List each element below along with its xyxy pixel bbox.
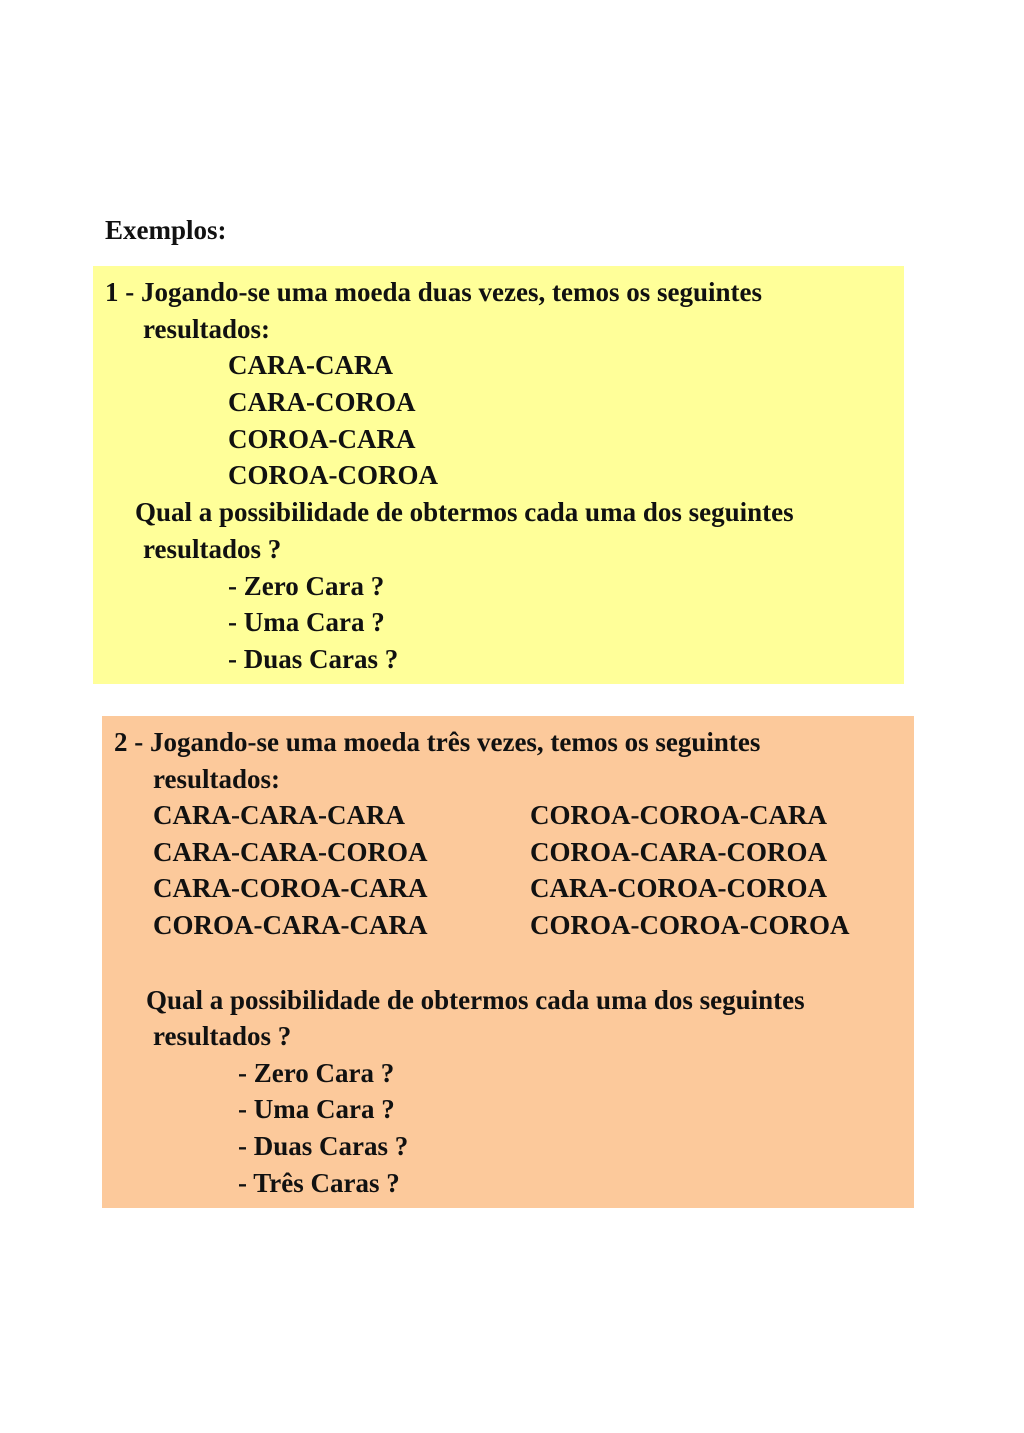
example-2-outcome-left: CARA-CARA-CARA <box>153 800 405 830</box>
example-1-option: - Uma Cara ? <box>228 607 385 637</box>
example-1-outcome: COROA-CARA <box>228 424 416 454</box>
example-2-option: - Três Caras ? <box>238 1168 400 1198</box>
example-1-box <box>93 266 904 684</box>
example-2-option: - Zero Cara ? <box>238 1058 395 1088</box>
example-1-question-line-1: Qual a possibilidade de obtermos cada uma dos seguintes <box>135 497 794 527</box>
example-1-option: - Zero Cara ? <box>228 571 385 601</box>
example-1-outcome: CARA-COROA <box>228 387 416 417</box>
example-2-outcome-right: COROA-COROA-COROA <box>530 910 850 940</box>
example-2-option: - Duas Caras ? <box>238 1131 409 1161</box>
example-2-outcome-right: COROA-COROA-CARA <box>530 800 827 830</box>
example-2-question-line-2: resultados ? <box>153 1021 292 1051</box>
example-2-box <box>102 716 914 1208</box>
example-1-intro-line-2: resultados: <box>143 314 271 344</box>
example-2-outcome-left: CARA-COROA-CARA <box>153 873 428 903</box>
example-1-outcome: COROA-COROA <box>228 460 438 490</box>
example-1-question-line-2: resultados ? <box>143 534 282 564</box>
example-2-question-line-1: Qual a possibilidade de obtermos cada uma dos seguintes <box>146 985 805 1015</box>
example-2-intro-line-1: 2 - Jogando-se uma moeda três vezes, temos os seguintes <box>114 727 761 757</box>
example-1-intro-line-1: 1 - Jogando-se uma moeda duas vezes, temos os seguintes <box>105 277 762 307</box>
example-1-option: - Duas Caras ? <box>228 644 399 674</box>
example-2-outcome-left: CARA-CARA-COROA <box>153 837 428 867</box>
example-2-intro-line-2: resultados: <box>153 764 281 794</box>
example-2-option: - Uma Cara ? <box>238 1094 395 1124</box>
examples-heading: Exemplos: <box>105 215 227 245</box>
example-2-outcome-right: COROA-CARA-COROA <box>530 837 827 867</box>
example-1-outcome: CARA-CARA <box>228 350 393 380</box>
example-2-outcome-right: CARA-COROA-COROA <box>530 873 827 903</box>
example-2-outcome-left: COROA-CARA-CARA <box>153 910 428 940</box>
